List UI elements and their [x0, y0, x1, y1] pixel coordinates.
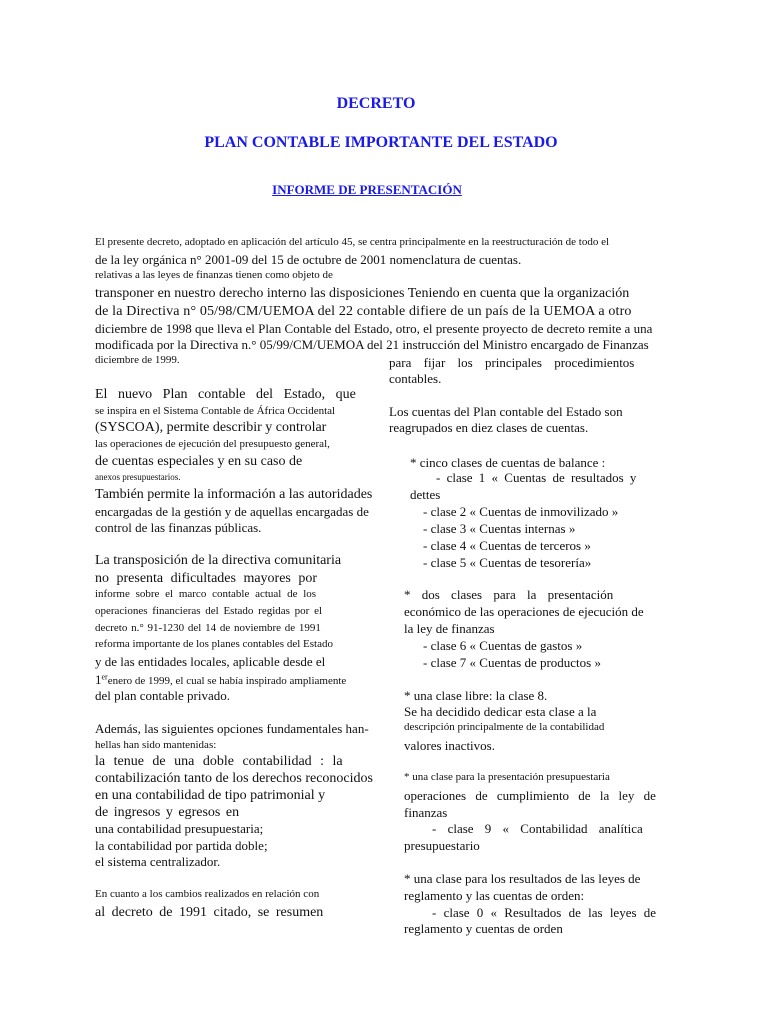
- intro-line: modificada por la Directiva n.° 05/99/CM/UEMOA del 21 instrucción del Ministro encargado de Finanzas: [95, 337, 649, 352]
- class-list-item: * una clase para los resultados de las leyes de: [404, 871, 641, 886]
- document-title: DECRETO: [336, 95, 416, 112]
- intro-line-text: relativas a las leyes de finanzas tienen como objeto de: [95, 269, 333, 281]
- intro-line: El presente decreto, adoptado en aplicación del artículo 45, se centra principalmente en la reestructuración de todo el: [95, 236, 610, 248]
- right-p1-line: Los cuentas del Plan contable del Estado son: [389, 404, 623, 419]
- class-list-item: descripción principalmente de la contabilidad: [404, 721, 605, 733]
- class-list-item: económico de las operaciones de ejecución de: [404, 604, 644, 619]
- intro-line: diciembre de 1998 que lleva el Plan Contable del Estado, otro, el presente proyecto de decreto remite a una: [95, 321, 653, 336]
- left-p2-line: del plan contable privado.: [95, 688, 231, 703]
- class-list-item: la ley de finanzas: [404, 621, 495, 636]
- class-list-item: * dos clases para la presentación: [404, 587, 614, 602]
- left-p1-line: encargadas de la gestión y de aquellas encargadas de: [95, 504, 369, 519]
- class-list-item: - clase 4 « Cuentas de terceros »: [423, 538, 591, 553]
- left-p3-line: en una contabilidad de tipo patrimonial y: [95, 788, 326, 803]
- class-list-item: * una clase para la presentación presupuestaria: [404, 771, 610, 783]
- left-p2-line: La transposición de la directiva comunitaria: [95, 553, 342, 568]
- left-p1-line: El nuevo Plan contable del Estado, que: [95, 387, 356, 402]
- left-p1-line: También permite la información a las autoridades: [95, 487, 373, 502]
- class-list-item: - clase 7 « Cuentas de productos »: [423, 655, 601, 670]
- left-p2-line: informe sobre el marco contable actual de los: [95, 588, 317, 600]
- class-list-item: finanzas: [404, 805, 448, 820]
- left-p3-line: de ingresos y egresos en: [95, 805, 240, 820]
- left-p3-line: el sistema centralizador.: [95, 854, 221, 869]
- right-p0-line: para fijar los principales procedimientos: [389, 355, 635, 370]
- left-p2-line: y de las entidades locales, aplicable desde el: [95, 654, 326, 669]
- left-p2-line: operaciones financieras del Estado regidas por el: [95, 605, 323, 617]
- class-list-item: - clase 6 « Cuentas de gastos »: [423, 638, 583, 653]
- class-list-item: operaciones de cumplimiento de la ley de: [404, 788, 656, 803]
- intro-line: transponer en nuestro derecho interno las disposiciones Teniendo en cuenta que la organización: [95, 286, 630, 301]
- class-list-item: - clase 2 « Cuentas de inmovilizado »: [423, 504, 619, 519]
- document-subtitle: PLAN CONTABLE IMPORTANTE DEL ESTADO: [204, 134, 558, 151]
- class-list-item: reglamento y las cuentas de orden:: [404, 888, 585, 903]
- left-p3-line: la contabilidad por partida doble;: [95, 838, 268, 853]
- left-p2-line: reforma importante de los planes contables del Estado: [95, 638, 333, 650]
- class-list-item: - clase 0 « Resultados de las leyes de: [432, 905, 657, 920]
- left-p1-line: anexos presupuestarios.: [95, 472, 181, 482]
- class-list-item: presupuestario: [404, 838, 480, 853]
- section-heading: INFORME DE PRESENTACIÓN: [272, 182, 462, 197]
- class-list-item: reglamento y cuentas de orden: [404, 921, 563, 936]
- left-p2-line: no presenta dificultades mayores por: [95, 571, 318, 586]
- class-list-item: - clase 9 « Contabilidad analítica: [432, 821, 643, 836]
- date-rest: enero de 1999, el cual se había inspirado ampliamente: [107, 675, 347, 687]
- left-p2-line: decreto n.° 91-1230 del 14 de noviembre de 1991: [95, 622, 321, 634]
- left-p3-line: contabilización tanto de los derechos reconocidos: [95, 771, 373, 786]
- class-list-item: dettes: [410, 487, 441, 502]
- intro-line: diciembre de 1999.: [95, 354, 180, 366]
- date-ordinal: er: [101, 672, 108, 682]
- left-p1-line: se inspira en el Sistema Contable de África Occidental: [95, 405, 336, 417]
- class-list-item: - clase 3 « Cuentas internas »: [423, 521, 576, 536]
- left-p1-line: de cuentas especiales y en su caso de: [95, 454, 303, 469]
- class-list-item: * una clase libre: la clase 8.: [404, 688, 548, 703]
- class-list-item: * cinco clases de cuentas de balance :: [410, 455, 606, 470]
- intro-line: de la Directiva n° 05/98/CM/UEMOA del 22 contable difiere de un país de la UEMOA a otro: [95, 304, 632, 319]
- left-p3-line: Además, las siguientes opciones fundamentales han-: [95, 721, 369, 736]
- intro-line: [95, 270, 382, 281]
- left-p1-line: (SYSCOA), permite describir y controlar: [95, 420, 327, 435]
- left-p1-line: las operaciones de ejecución del presupuesto general,: [95, 438, 330, 450]
- left-p3-line: una contabilidad presupuestaria;: [95, 821, 264, 836]
- left-p2-line: [95, 673, 346, 687]
- right-p1-line: reagrupados en diez clases de cuentas.: [389, 420, 589, 435]
- intro-line: de la ley orgánica n° 2001-09 del 15 de octubre de 2001 nomenclatura de cuentas.: [95, 252, 522, 267]
- right-p0-line: contables.: [389, 371, 442, 386]
- left-p3-line: hellas han sido mantenidas:: [95, 739, 217, 751]
- class-list-item: Se ha decidido dedicar esta clase a la: [404, 704, 597, 719]
- left-p4-line: al decreto de 1991 citado, se resumen: [95, 905, 324, 920]
- date-day: 1: [95, 672, 102, 687]
- class-list-item: - clase 5 « Cuentas de tesorería»: [423, 555, 592, 570]
- left-p1-line: control de las finanzas públicas.: [95, 520, 262, 535]
- left-p3-line: la tenue de una doble contabilidad : la: [95, 754, 343, 769]
- left-p4-line: En cuanto a los cambios realizados en relación con: [95, 888, 320, 900]
- class-list-item: - clase 1 « Cuentas de resultados y: [436, 470, 637, 485]
- class-list-item: valores inactivos.: [404, 738, 495, 753]
